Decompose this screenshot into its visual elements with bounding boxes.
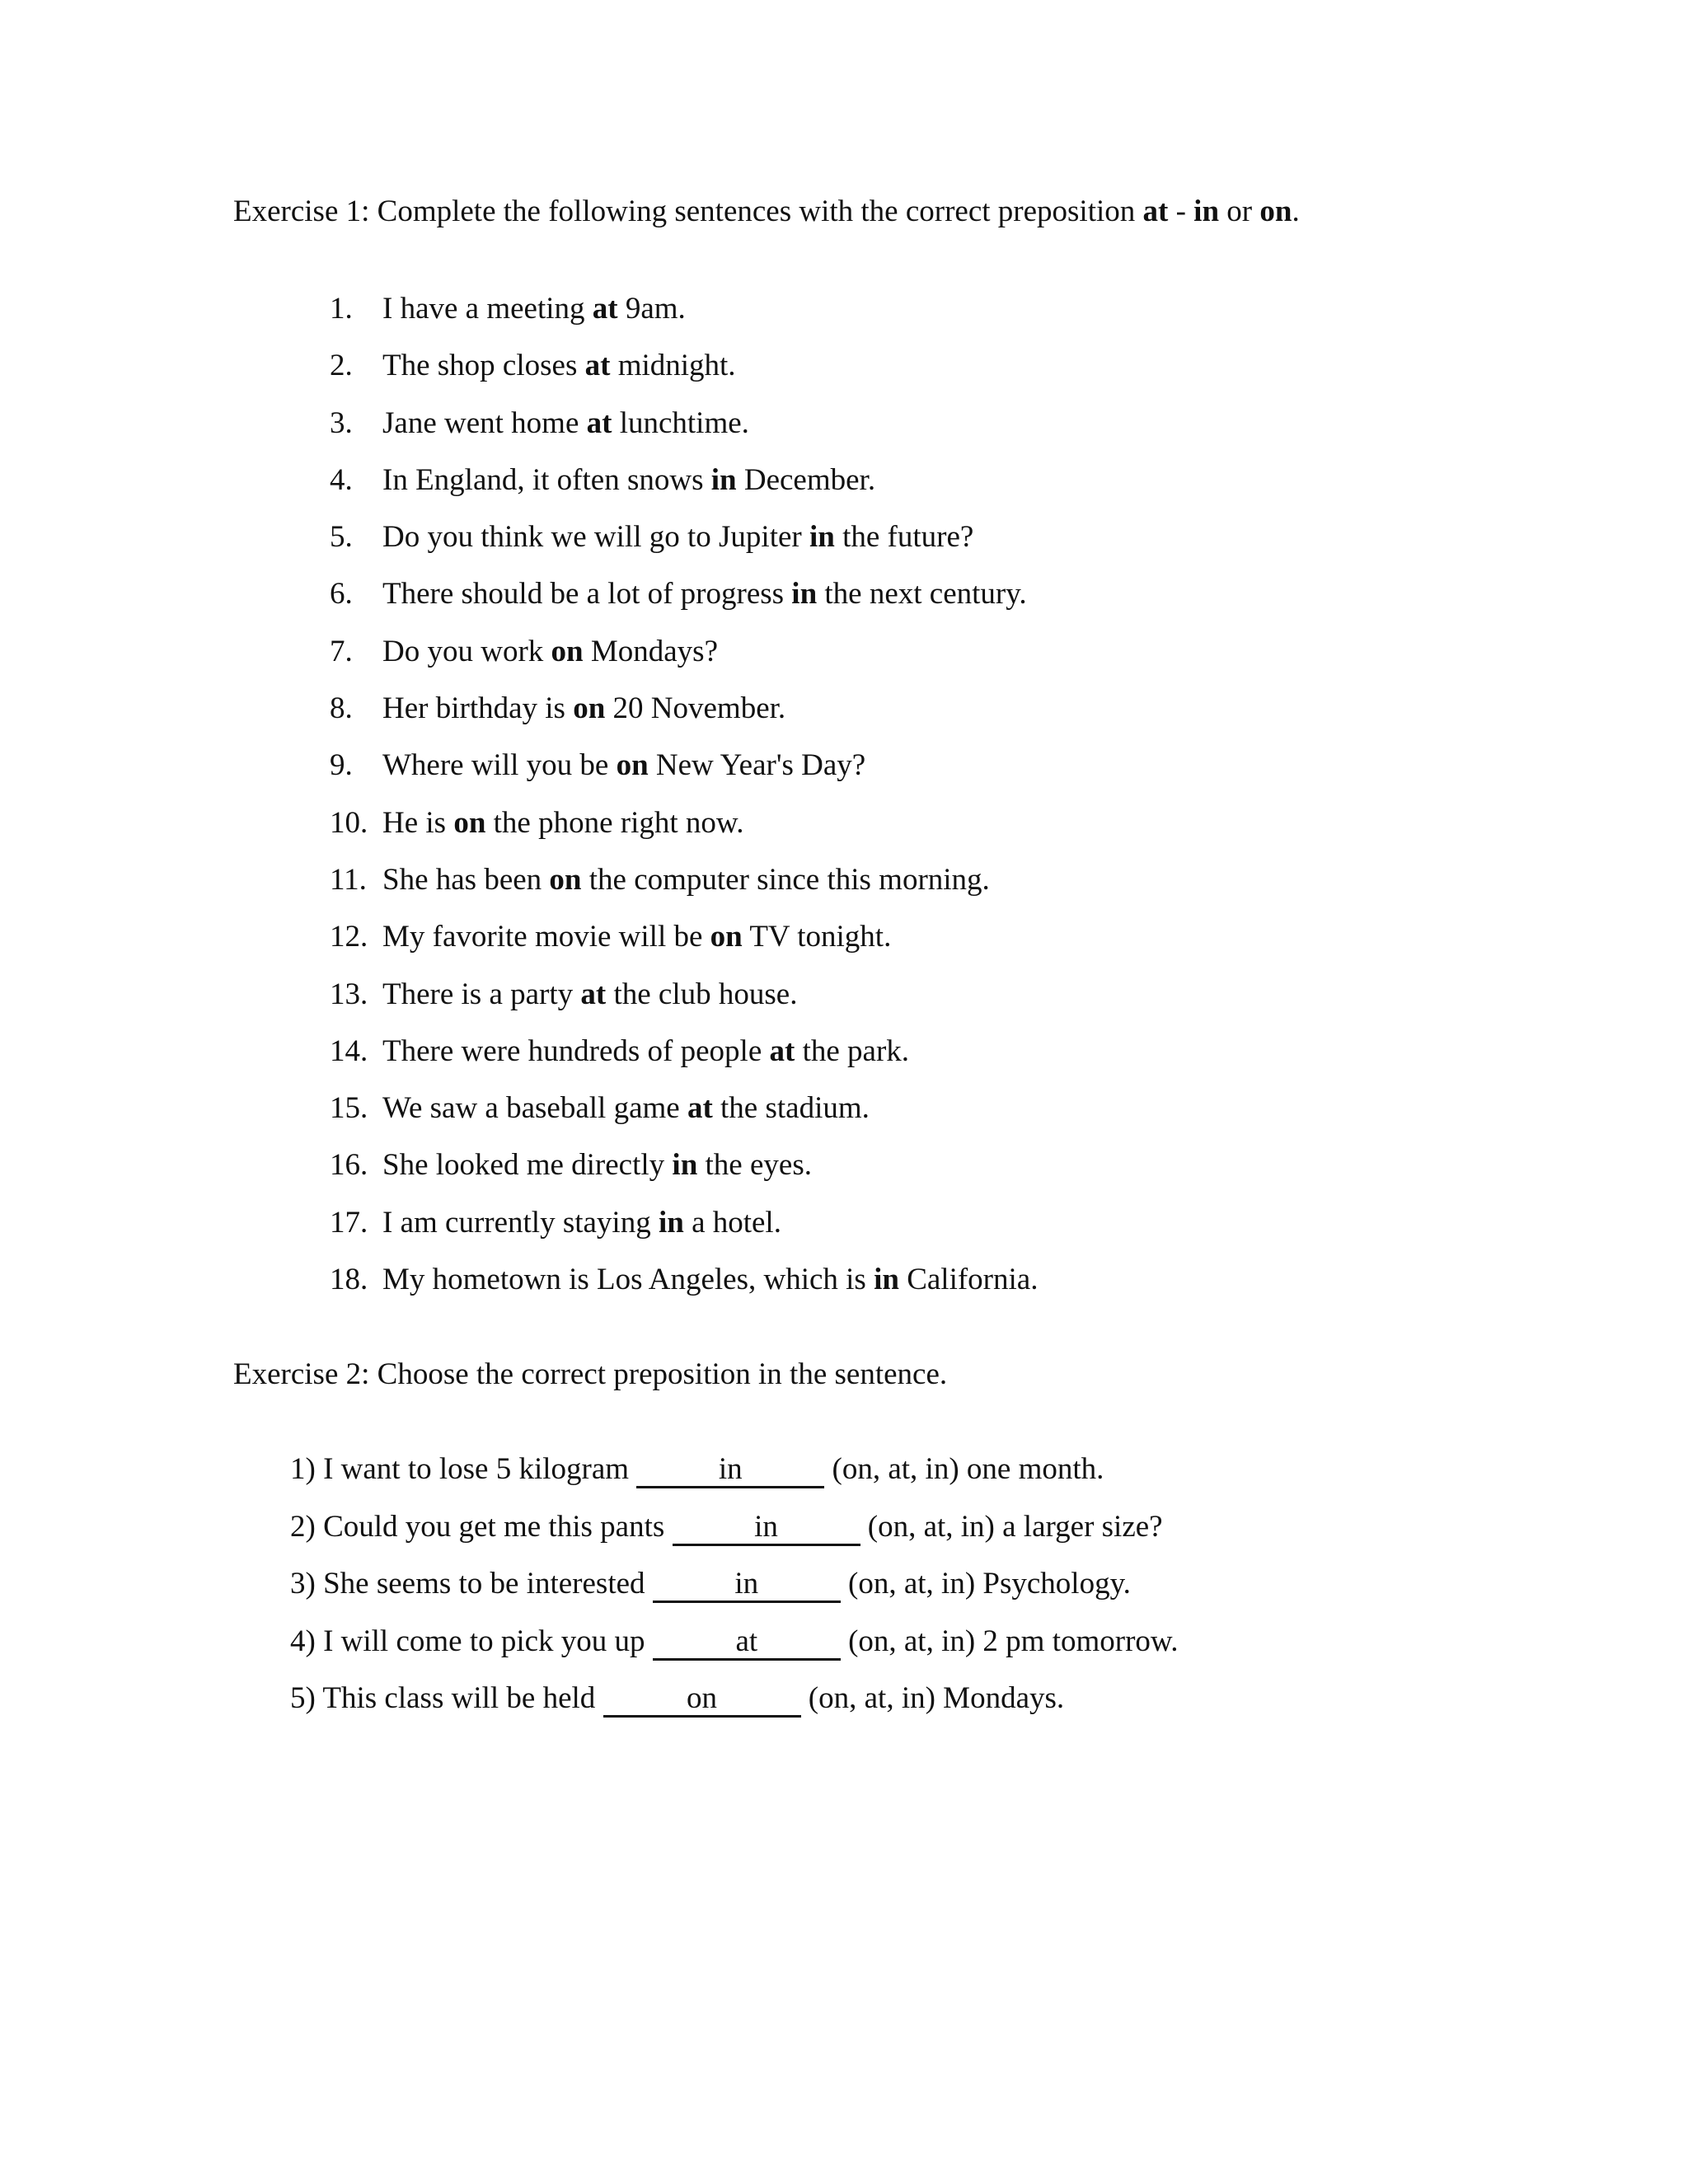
sentence-end: the future? <box>834 520 974 555</box>
exercise-1-heading-text: Exercise 1: Complete the following sentences with the correct preposition <box>233 194 1143 228</box>
sentence-end: December. <box>736 462 876 497</box>
sentence-end: Mondays? <box>583 634 718 668</box>
exercise-2-heading: Exercise 2: Choose the correct preposition in the sentence. <box>233 1357 948 1391</box>
list-item <box>330 631 1038 688</box>
sentence-start: 1) I want to lose 5 kilogram <box>290 1452 637 1486</box>
sentence-start: We saw a baseball game <box>382 1091 687 1126</box>
exercise-1-heading <box>233 191 1300 232</box>
exercise-2-list <box>290 1449 1179 1736</box>
list-item <box>330 916 1038 973</box>
sentence-end: the club house. <box>606 977 798 1011</box>
list-item <box>290 1678 1179 1736</box>
sentence-start: There should be a lot of progress <box>382 577 792 612</box>
sentence-end: (on, at, in) Psychology. <box>840 1567 1131 1601</box>
sentence-start: She looked me directly <box>382 1148 673 1183</box>
answer-preposition: at <box>592 292 618 326</box>
sentence-start: Where will you be <box>382 748 617 783</box>
item-number: 14. <box>330 1033 368 1068</box>
sentence-end: lunchtime. <box>612 405 749 440</box>
list-item <box>330 688 1038 745</box>
list-item <box>290 1563 1179 1621</box>
item-number: 5. <box>330 520 353 555</box>
list-item <box>330 574 1038 630</box>
sentence-end: a hotel. <box>683 1205 781 1240</box>
item-number: 9. <box>330 748 353 783</box>
item-number: 2. <box>330 349 353 383</box>
item-number: 1. <box>330 292 353 326</box>
sentence-start: There is a party <box>382 977 581 1011</box>
answer-preposition: on <box>710 920 743 954</box>
sentence-end: 20 November. <box>605 691 786 726</box>
sentence-start: There were hundreds of people <box>382 1033 770 1068</box>
list-item <box>330 288 1038 345</box>
heading-period: . <box>1292 194 1300 228</box>
sentence-end: midnight. <box>610 349 736 383</box>
list-item <box>330 974 1038 1031</box>
item-number: 15. <box>330 1091 368 1126</box>
answer-preposition: in <box>791 577 818 612</box>
list-item <box>330 403 1038 460</box>
list-item <box>330 1031 1038 1088</box>
sentence-start: In England, it often snows <box>382 462 711 497</box>
sentence-start: The shop closes <box>382 349 585 383</box>
sentence-end: the eyes. <box>697 1148 812 1183</box>
item-number: 8. <box>330 691 353 726</box>
answer-preposition: in <box>658 1205 684 1240</box>
answer-blank[interactable]: in <box>636 1453 824 1488</box>
sentence-start: Jane went home <box>382 405 587 440</box>
answer-preposition: at <box>584 349 611 383</box>
dash-separator: - <box>1168 194 1194 228</box>
answer-preposition: in <box>710 462 737 497</box>
answer-blank[interactable]: on <box>603 1682 801 1718</box>
option-at: at <box>1142 194 1169 228</box>
item-number: 6. <box>330 577 353 612</box>
option-in: in <box>1193 194 1220 228</box>
list-item <box>330 517 1038 574</box>
item-number: 7. <box>330 634 353 668</box>
sentence-end: the computer since this morning. <box>581 862 990 897</box>
item-number: 3. <box>330 405 353 440</box>
exercise-1-list <box>330 288 1038 1316</box>
item-number: 18. <box>330 1263 368 1297</box>
sentence-start: My favorite movie will be <box>382 920 710 954</box>
answer-preposition: on <box>549 862 582 897</box>
list-item <box>330 345 1038 402</box>
answer-preposition: at <box>586 405 612 440</box>
list-item <box>330 860 1038 916</box>
sentence-start: 4) I will come to pick you up <box>290 1624 653 1658</box>
sentence-end: (on, at, in) 2 pm tomorrow. <box>840 1624 1179 1658</box>
sentence-end: the phone right now. <box>485 805 744 840</box>
answer-preposition: in <box>874 1263 899 1297</box>
sentence-end: (on, at, in) a larger size? <box>860 1509 1163 1544</box>
answer-preposition: at <box>687 1091 713 1126</box>
item-number: 17. <box>330 1205 368 1240</box>
sentence-start: She has been <box>382 862 550 897</box>
answer-blank[interactable]: in <box>653 1568 841 1603</box>
list-item <box>330 460 1038 517</box>
sentence-end: TV tonight. <box>742 920 892 954</box>
item-number: 11. <box>330 862 367 897</box>
list-item <box>290 1621 1179 1679</box>
sentence-start: 5) This class will be held <box>290 1681 603 1715</box>
list-item <box>290 1449 1179 1507</box>
sentence-start: I am currently staying <box>382 1205 659 1240</box>
list-item <box>290 1507 1179 1564</box>
answer-preposition: at <box>580 977 607 1011</box>
sentence-start: He is <box>382 805 454 840</box>
sentence-start: Do you think we will go to Jupiter <box>382 520 809 555</box>
list-item <box>330 745 1038 802</box>
list-item <box>330 1145 1038 1202</box>
item-number: 16. <box>330 1148 368 1183</box>
sentence-start: Do you work <box>382 634 551 668</box>
answer-blank[interactable]: in <box>673 1511 860 1546</box>
item-number: 12. <box>330 920 368 954</box>
answer-preposition: on <box>573 691 606 726</box>
item-number: 13. <box>330 977 368 1011</box>
sentence-start: 2) Could you get me this pants <box>290 1509 673 1544</box>
answer-blank[interactable]: at <box>653 1625 841 1661</box>
answer-preposition: in <box>809 520 835 555</box>
answer-preposition: on <box>453 805 486 840</box>
sentence-end: New Year's Day? <box>648 748 866 783</box>
item-number: 10. <box>330 805 368 840</box>
sentence-end: 9am. <box>617 292 686 326</box>
sentence-start: I have a meeting <box>382 292 593 326</box>
sentence-end: (on, at, in) one month. <box>824 1452 1104 1486</box>
sentence-start: 3) She seems to be interested <box>290 1567 653 1601</box>
or-separator: or <box>1219 194 1260 228</box>
option-on: on <box>1259 194 1292 228</box>
list-item <box>330 1202 1038 1259</box>
answer-preposition: on <box>551 634 584 668</box>
list-item <box>330 1259 1038 1316</box>
sentence-end: the stadium. <box>712 1091 870 1126</box>
item-number: 4. <box>330 462 353 497</box>
list-item <box>330 803 1038 860</box>
answer-preposition: on <box>616 748 649 783</box>
list-item <box>330 1088 1038 1145</box>
sentence-end: (on, at, in) Mondays. <box>800 1681 1065 1715</box>
sentence-end: the park. <box>795 1033 910 1068</box>
sentence-start: My hometown is Los Angeles, which is <box>382 1263 874 1297</box>
sentence-end: California. <box>898 1263 1039 1297</box>
sentence-end: the next century. <box>817 577 1027 612</box>
sentence-start: Her birthday is <box>382 691 574 726</box>
answer-preposition: in <box>672 1148 698 1183</box>
answer-preposition: at <box>769 1033 795 1068</box>
